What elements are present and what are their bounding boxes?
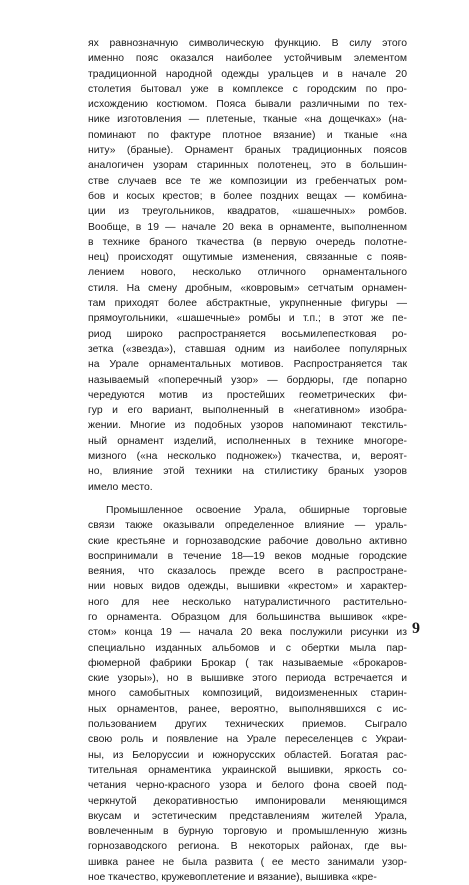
paragraph1-line: мизного («на несколько подножек») ткачества, и, вероят- — [88, 451, 407, 463]
paragraph1-line: нике изготовления — плетеные, тканые «на дощечках» (на- — [88, 114, 407, 126]
paragraph2-line: много самобытных композиций, видоизмененных старин- — [88, 688, 407, 700]
paragraph-gap — [88, 495, 407, 503]
paragraph2-line: нии новых видов одежды, вышивки «крестом» и характер- — [88, 581, 407, 593]
paragraph1-line: именно пояс оказался наиболее устойчивым элементом — [88, 53, 407, 65]
paragraph1-line: жении. Многие из подобных узоров напоминают текстиль- — [88, 420, 407, 432]
page-number: 9 — [412, 620, 420, 637]
paragraph2-line: четания черно-красного узора и белого фона своей под- — [88, 780, 407, 792]
paragraph2-line: связи также оказывали определенное влияние — ураль- — [88, 520, 407, 532]
paragraph2-line: горнозаводского региона. В некоторых районах, где вы- — [88, 841, 407, 853]
paragraph1-line: стиля. На смену дробным, «ковровым» сетчатым орнамен- — [88, 282, 407, 294]
paragraph2-line: го орнамента. Образцом для большинства вышивок «кре- — [88, 611, 407, 623]
paragraph2-line: ного для нее несколько натуралистичного растительно- — [88, 596, 407, 608]
paragraph2-line: ных орнаментов, ранее, вероятно, выполнявшихся с ис- — [88, 703, 407, 715]
paragraph1-line: гур и его вариант, выполненный в «негативном» изобра- — [88, 405, 407, 417]
paragraph1-line: поминают по фактуре плотное вязание) и тканые «на — [88, 129, 407, 141]
paragraph1-line: лением нового, несколько отличного орнаментального — [88, 267, 407, 279]
paragraph1-line: Вообще, в 19 — начале 20 века в орнаменте, выполненном — [88, 221, 407, 233]
paragraph1-line: называемый «поперечный узор» — бордюры, где попарно — [88, 374, 407, 386]
paragraph1-line: риод широко распространяется восьмилепестковая ро- — [88, 328, 407, 340]
paragraph1-line: там приходят более абстрактные, укрупненные фигуры — — [88, 298, 407, 310]
paragraph2-line: ное ткачество, кружевоплетение и вязание), вышивка «кре- — [88, 872, 377, 884]
paragraph1-line: но, влияние этой техники на стилистику браных узоров — [88, 466, 407, 478]
paragraph1-line: бов и косых крестов; в более поздних вещах — комбина- — [88, 190, 407, 202]
paragraph1-line: ции из треугольников, квадратов, «шашечных» ромбов. — [88, 206, 407, 218]
paragraph1-line: имело место. — [88, 481, 153, 493]
paragraph2-line: воспринимали в течение 18—19 веков модные городские — [88, 550, 407, 562]
paragraph2-line: шивка ранее не была развита ( ее место занимали узор- — [88, 856, 407, 868]
paragraph1-line: нец) происходят ощутимые изменения, связанные с появ- — [88, 252, 407, 264]
paragraph1-line: ниту» (браные). Орнамент браных традиционных поясов — [88, 145, 407, 157]
paragraph1-line: в технике браного ткачества (в первую очередь полотне- — [88, 236, 407, 248]
paragraph2-line: вовлеченным в бурную торговую и промышленную жизнь — [88, 826, 407, 838]
paragraph2-line: тительная орнаментика украинской вышивки, яркость со- — [88, 764, 407, 776]
paragraph1-line: исхождению костюмом. Пояса бывали различными по тех- — [88, 99, 407, 111]
paragraph1-line: столетия бытовал уже в комплексе с городским по про- — [88, 83, 407, 95]
paragraph1-line: ный орнамент изделий, исполненных в технике многоре- — [88, 435, 407, 447]
paragraph1-line: аналогичен узорам старинных полотенец, это в большин- — [88, 160, 407, 172]
paragraph1-line: традиционной народной одежды уральцев и в начале 20 — [88, 68, 407, 80]
paragraph1-line: прямоугольники, «шашечные» ромбы и т.п.; в этот же пе- — [88, 313, 407, 325]
paragraph2-line: ские узоры»), но в вышивке этого периода встречается и — [88, 673, 407, 685]
paragraph2-line: стом» конца 19 — начала 20 века послужили рисунки из — [88, 627, 407, 639]
body-text — [88, 36, 407, 885]
paragraph1-line: ях равнозначную символическую функцию. В силу этого — [88, 38, 407, 49]
paragraph2-line: черкнутой декоративностью импонировали меняющимся — [88, 795, 407, 807]
paragraph2-line: специально изданных альбомов и с обертки мыла пар- — [88, 642, 407, 654]
paragraph1-line: на Урале орнаментальных мотивов. Распространяется так — [88, 359, 407, 371]
paragraph1-line: стве случаев все те же композиции из гребенчатых ром- — [88, 175, 407, 187]
paragraph2-line: ны, из Белоруссии и южнорусских областей. Богатая рас- — [88, 749, 407, 761]
paragraph2-line: пользованием других технических приемов. Сыграло — [88, 719, 407, 731]
paragraph2-line: вкусам и эстетическим представлениям жителей Урала, — [88, 810, 407, 822]
paragraph1-line: зетка («звезда»), ставшая одним из наиболее популярных — [88, 343, 407, 355]
paragraph1-line: чередуются мотив из простейших геометрических фи- — [88, 389, 407, 401]
paragraph2-line: свою роль и появление на Урале переселенцев с Украи- — [88, 734, 407, 746]
paragraph2-line: ские крестьяне и горнозаводские рабочие довольно активно — [88, 535, 407, 547]
paragraph2-line: фюмерной фабрики Брокар ( так называемые «брокаров- — [88, 657, 407, 669]
paragraph2-line: Промышленное освоение Урала, обширные торговые — [106, 504, 407, 516]
paragraph2-line: веяния, что сказалось прежде всего в распростране- — [88, 566, 407, 578]
